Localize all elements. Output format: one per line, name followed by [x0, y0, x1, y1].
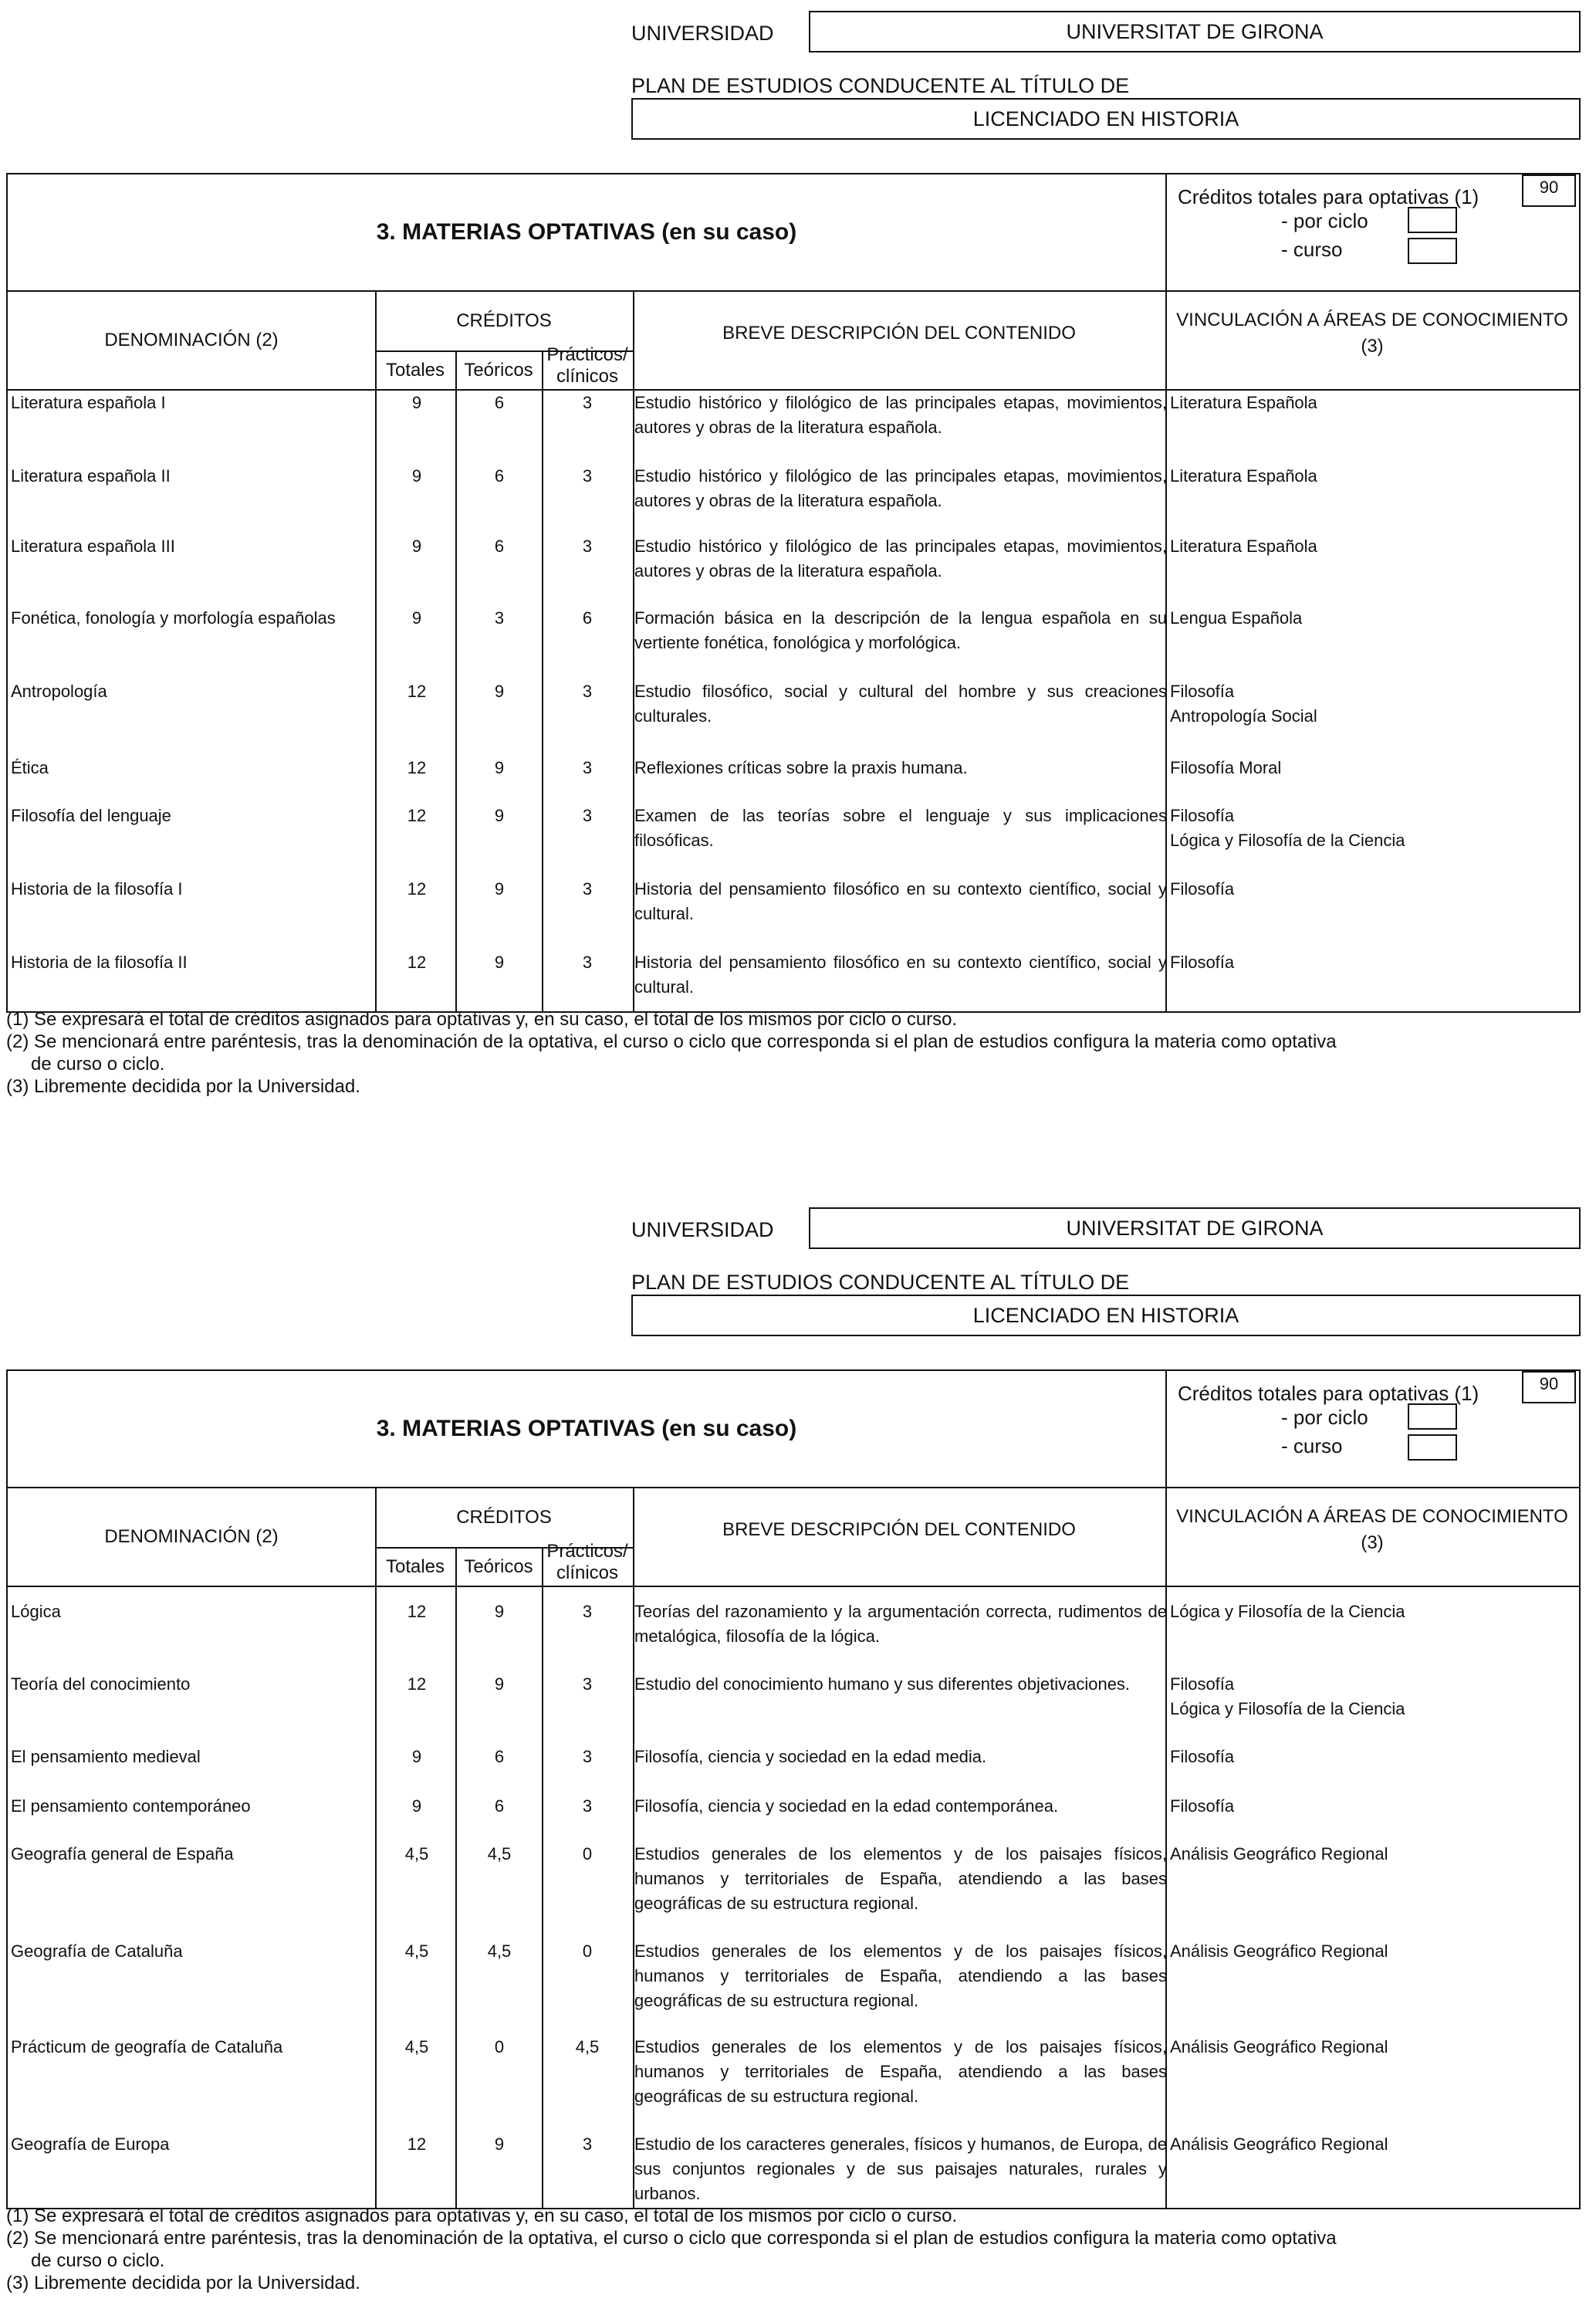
- creditos-practicos-cell: 3: [582, 1674, 593, 1694]
- footnote: (2) Se mencionará entre paréntesis, tras la denominación de la optativa, el curso o ciclo que corresponda si el plan de estudios configura la materia como optativa: [6, 2228, 1337, 2249]
- creditos-totales-cell: 12: [407, 879, 427, 899]
- creditos-header-divider: [375, 1547, 633, 1549]
- footnote: de curso o ciclo.: [31, 1054, 165, 1075]
- creditos-totales-cell: 4,5: [404, 2037, 429, 2056]
- table-topbar: [8, 1371, 1579, 1488]
- descripcion-cell: Historia del pensamiento filosófico en su contexto científico, social y cultural.: [634, 953, 1167, 997]
- plan-label: PLAN DE ESTUDIOS CONDUCENTE AL TÍTULO DE: [631, 1271, 1130, 1294]
- creditos-totales-cell: 4,5: [404, 1844, 429, 1863]
- creditos-practicos-cell: 3: [582, 879, 593, 899]
- creditos-totales-cell: 12: [407, 1674, 427, 1694]
- creditos-totales-cell: 12: [407, 953, 427, 972]
- denominacion-cell: Prácticum de geografía de Cataluña: [11, 2037, 283, 2056]
- column-divider: [375, 292, 377, 1011]
- por-ciclo-label: - por ciclo: [1281, 209, 1368, 232]
- creditos-practicos-cell: 3: [582, 682, 593, 701]
- footnote: (3) Libremente decidida por la Universidad.: [6, 2273, 360, 2293]
- descripcion-cell: Historia del pensamiento filosófico en su contexto científico, social y cultural.: [634, 879, 1167, 923]
- creditos-totales-cell: 9: [411, 466, 422, 486]
- table-topbar: [8, 174, 1579, 292]
- universidad-label: UNIVERSIDAD: [631, 1218, 774, 1241]
- descripcion-cell: Estudio del conocimiento humano y sus diferentes objetivaciones.: [634, 1674, 1131, 1694]
- creditos-teoricos-cell: 9: [494, 806, 505, 825]
- descripcion-cell: Reflexiones críticas sobre la praxis humana.: [634, 758, 968, 777]
- plan-label: PLAN DE ESTUDIOS CONDUCENTE AL TÍTULO DE: [631, 74, 1130, 97]
- column-divider: [375, 1488, 377, 2208]
- denominacion-cell: Fonética, fonología y morfología españolas: [11, 608, 336, 628]
- vinculacion-cell: Filosofía: [1170, 1747, 1235, 1766]
- creditos-teoricos-cell: 4,5: [487, 1941, 512, 1961]
- vinculacion-cell: Análisis Geográfico Regional: [1170, 2037, 1388, 2056]
- creditos-panel: [1165, 1371, 1579, 1487]
- footnotes: [6, 2205, 1337, 2294]
- universidad-label: UNIVERSIDAD: [631, 22, 774, 45]
- footnotes: [6, 1008, 1337, 1098]
- por-ciclo-label: - por ciclo: [1281, 1406, 1368, 1429]
- footnote: de curso o ciclo.: [31, 2250, 165, 2271]
- creditos-practicos-cell: 3: [582, 758, 593, 777]
- header-teoricos: Teóricos: [464, 1556, 533, 1577]
- optativas-table: [6, 173, 1581, 1013]
- header-denominacion: DENOMINACIÓN (2): [104, 1526, 279, 1547]
- creditos-teoricos-cell: 9: [494, 1602, 505, 1621]
- vinculacion-cell: Literatura Española: [1170, 466, 1317, 486]
- creditos-totales-value: 90: [1522, 1371, 1576, 1403]
- descripcion-cell: Filosofía, ciencia y sociedad en la edad contemporánea.: [634, 1796, 1059, 1816]
- denominacion-cell: Historia de la filosofía II: [11, 953, 188, 972]
- creditos-practicos-cell: 3: [582, 953, 593, 972]
- descripcion-cell: Estudio histórico y filológico de las principales etapas, movimientos, autores y obras de la literatura española.: [634, 466, 1167, 510]
- creditos-practicos-cell: 4,5: [575, 2037, 600, 2056]
- footnote: (1) Se expresará el total de créditos asignados para optativas y, en su caso, el total de los mismos por ciclo o curso.: [6, 1009, 958, 1030]
- creditos-totales-cell: 9: [411, 1796, 422, 1816]
- creditos-practicos-cell: 0: [582, 1844, 593, 1863]
- header-totales: Totales: [385, 1556, 445, 1577]
- column-headers: [8, 292, 1579, 391]
- vinculacion-cell: Literatura Española: [1170, 393, 1317, 412]
- titulo-field: LICENCIADO EN HISTORIA: [631, 98, 1581, 140]
- denominacion-cell: Literatura española II: [11, 466, 171, 486]
- creditos-totales-cell: 12: [407, 758, 427, 777]
- header-vinculacion: VINCULACIÓN A ÁREAS DE CONOCIMIENTO (3): [1176, 1506, 1568, 1553]
- descripcion-cell: Estudio histórico y filológico de las principales etapas, movimientos, autores y obras de la literatura española.: [634, 393, 1167, 437]
- creditos-totales-value: 90: [1522, 174, 1576, 207]
- vinculacion-cell: Filosofía: [1170, 879, 1235, 899]
- creditos-teoricos-cell: 0: [494, 2037, 505, 2056]
- creditos-totales-cell: 12: [407, 682, 427, 701]
- denominacion-cell: Literatura española III: [11, 537, 175, 556]
- creditos-teoricos-cell: 9: [494, 2134, 505, 2154]
- header-descripcion: BREVE DESCRIPCIÓN DEL CONTENIDO: [722, 1519, 1076, 1540]
- footnote: (1) Se expresará el total de créditos asignados para optativas y, en su caso, el total de los mismos por ciclo o curso.: [6, 2205, 958, 2226]
- creditos-totales-cell: 12: [407, 2134, 427, 2154]
- denominacion-cell: Lógica: [11, 1602, 61, 1621]
- descripcion-cell: Filosofía, ciencia y sociedad en la edad media.: [634, 1747, 987, 1766]
- creditos-teoricos-cell: 6: [494, 466, 505, 486]
- creditos-practicos-cell: 3: [582, 393, 593, 412]
- denominacion-cell: Literatura española I: [11, 393, 166, 412]
- creditos-practicos-cell: 3: [582, 1796, 593, 1816]
- header-creditos: CRÉDITOS: [456, 1507, 552, 1528]
- creditos-teoricos-cell: 9: [494, 682, 505, 701]
- descripcion-cell: Estudio filosófico, social y cultural del hombre y sus creaciones culturales.: [634, 682, 1167, 726]
- universidad-field: UNIVERSITAT DE GIRONA: [809, 11, 1581, 52]
- curso-box: [1408, 238, 1457, 264]
- creditos-totales-cell: 12: [407, 806, 427, 825]
- por-ciclo-box: [1408, 207, 1457, 233]
- curso-label: - curso: [1281, 1434, 1343, 1457]
- creditos-totales-label: Créditos totales para optativas (1): [1178, 1382, 1479, 1405]
- denominacion-cell: Historia de la filosofía I: [11, 879, 183, 899]
- header-practicos: Prácticos/ clínicos: [546, 344, 628, 387]
- vinculacion-cell: Filosofía Antropología Social: [1170, 682, 1317, 726]
- vinculacion-cell: Lógica y Filosofía de la Ciencia: [1170, 1602, 1405, 1621]
- header-creditos: CRÉDITOS: [456, 310, 552, 331]
- creditos-teoricos-cell: 6: [494, 1747, 505, 1766]
- creditos-totales-cell: 9: [411, 393, 422, 412]
- universidad-field: UNIVERSITAT DE GIRONA: [809, 1207, 1581, 1249]
- header-teoricos: Teóricos: [464, 360, 533, 381]
- creditos-totales-cell: 9: [411, 537, 422, 556]
- creditos-practicos-cell: 0: [582, 1941, 593, 1961]
- creditos-practicos-cell: 3: [582, 2134, 593, 2154]
- curso-box: [1408, 1434, 1457, 1461]
- vinculacion-cell: Análisis Geográfico Regional: [1170, 1844, 1388, 1863]
- header-practicos: Prácticos/ clínicos: [546, 1541, 628, 1583]
- header-denominacion: DENOMINACIÓN (2): [104, 330, 279, 350]
- descripcion-cell: Estudios generales de los elementos y de los paisajes físicos, humanos y territoriales de España, atendiendo a las bases geográficas de su estructura regional.: [634, 2037, 1167, 2106]
- descripcion-cell: Estudio de los caracteres generales, físicos y humanos, de Europa, de sus conjuntos regionales y de sus paisajes naturales, rurales y urbanos.: [634, 2134, 1167, 2203]
- creditos-header-divider: [375, 350, 633, 352]
- descripcion-cell: Examen de las teorías sobre el lenguaje y sus implicaciones filosóficas.: [634, 806, 1167, 850]
- creditos-totales-cell: 9: [411, 608, 422, 628]
- denominacion-cell: Geografía general de España: [11, 1844, 234, 1863]
- creditos-teoricos-cell: 6: [494, 1796, 505, 1816]
- footnote: (2) Se mencionará entre paréntesis, tras la denominación de la optativa, el curso o ciclo que corresponda si el plan de estudios configura la materia como optativa: [6, 1031, 1337, 1052]
- creditos-teoricos-cell: 9: [494, 879, 505, 899]
- section-title: 3. MATERIAS OPTATIVAS (en su caso): [376, 1416, 797, 1441]
- denominacion-cell: Geografía de Europa: [11, 2134, 170, 2154]
- creditos-teoricos-cell: 4,5: [487, 1844, 512, 1863]
- header-totales: Totales: [385, 360, 445, 381]
- descripcion-cell: Estudios generales de los elementos y de los paisajes físicos, humanos y territoriales de España, atendiendo a las bases geográficas de su estructura regional.: [634, 1844, 1167, 1913]
- footnote: (3) Libremente decidida por la Universidad.: [6, 1076, 360, 1097]
- creditos-practicos-cell: 3: [582, 806, 593, 825]
- creditos-teoricos-cell: 9: [494, 1674, 505, 1694]
- creditos-totales-cell: 12: [407, 1602, 427, 1621]
- optativas-table: [6, 1369, 1581, 2209]
- descripcion-cell: Estudios generales de los elementos y de los paisajes físicos, humanos y territoriales de España, atendiendo a las bases geográficas de su estructura regional.: [634, 1941, 1167, 2010]
- por-ciclo-box: [1408, 1403, 1457, 1430]
- creditos-practicos-cell: 3: [582, 466, 593, 486]
- creditos-teoricos-cell: 9: [494, 758, 505, 777]
- descripcion-cell: Formación básica en la descripción de la lengua española en su vertiente fonética, fonológica y morfológica.: [634, 608, 1167, 652]
- creditos-teoricos-cell: 9: [494, 953, 505, 972]
- creditos-totales-label: Créditos totales para optativas (1): [1178, 185, 1479, 208]
- descripcion-cell: Teorías del razonamiento y la argumentación correcta, rudimentos de metalógica, filosofía de la lógica.: [634, 1602, 1167, 1646]
- vinculacion-cell: Lengua Española: [1170, 608, 1303, 628]
- creditos-practicos-cell: 3: [582, 1747, 593, 1766]
- column-divider: [542, 1549, 543, 2208]
- titulo-field: LICENCIADO EN HISTORIA: [631, 1295, 1581, 1336]
- header-descripcion: BREVE DESCRIPCIÓN DEL CONTENIDO: [722, 323, 1076, 344]
- vinculacion-cell: Filosofía Lógica y Filosofía de la Ciencia: [1170, 806, 1405, 850]
- creditos-totales-cell: 9: [411, 1747, 422, 1766]
- vinculacion-cell: Análisis Geográfico Regional: [1170, 2134, 1388, 2154]
- descripcion-cell: Estudio histórico y filológico de las principales etapas, movimientos, autores y obras de la literatura española.: [634, 537, 1167, 581]
- creditos-teoricos-cell: 6: [494, 537, 505, 556]
- section-title: 3. MATERIAS OPTATIVAS (en su caso): [376, 219, 797, 245]
- vinculacion-cell: Filosofía: [1170, 1796, 1235, 1816]
- denominacion-cell: Filosofía del lenguaje: [11, 806, 171, 825]
- vinculacion-cell: Análisis Geográfico Regional: [1170, 1941, 1388, 1961]
- creditos-practicos-cell: 6: [582, 608, 593, 628]
- creditos-teoricos-cell: 3: [494, 608, 505, 628]
- header-vinculacion: VINCULACIÓN A ÁREAS DE CONOCIMIENTO (3): [1176, 310, 1568, 357]
- creditos-practicos-cell: 3: [582, 1602, 593, 1621]
- denominacion-cell: Geografía de Cataluña: [11, 1941, 183, 1961]
- denominacion-cell: Antropología: [11, 682, 107, 701]
- vinculacion-cell: Filosofía: [1170, 953, 1235, 972]
- vinculacion-cell: Filosofía Moral: [1170, 758, 1282, 777]
- creditos-teoricos-cell: 6: [494, 393, 505, 412]
- vinculacion-cell: Filosofía Lógica y Filosofía de la Ciencia: [1170, 1674, 1405, 1718]
- creditos-panel: [1165, 174, 1579, 290]
- creditos-totales-cell: 4,5: [404, 1941, 429, 1961]
- vinculacion-cell: Literatura Española: [1170, 537, 1317, 556]
- creditos-practicos-cell: 3: [582, 537, 593, 556]
- denominacion-cell: El pensamiento medieval: [11, 1747, 201, 1766]
- column-headers: [8, 1488, 1579, 1587]
- denominacion-cell: Teoría del conocimiento: [11, 1674, 191, 1694]
- denominacion-cell: Ética: [11, 758, 49, 777]
- column-divider: [455, 1549, 457, 2208]
- denominacion-cell: El pensamiento contemporáneo: [11, 1796, 251, 1816]
- curso-label: - curso: [1281, 238, 1343, 261]
